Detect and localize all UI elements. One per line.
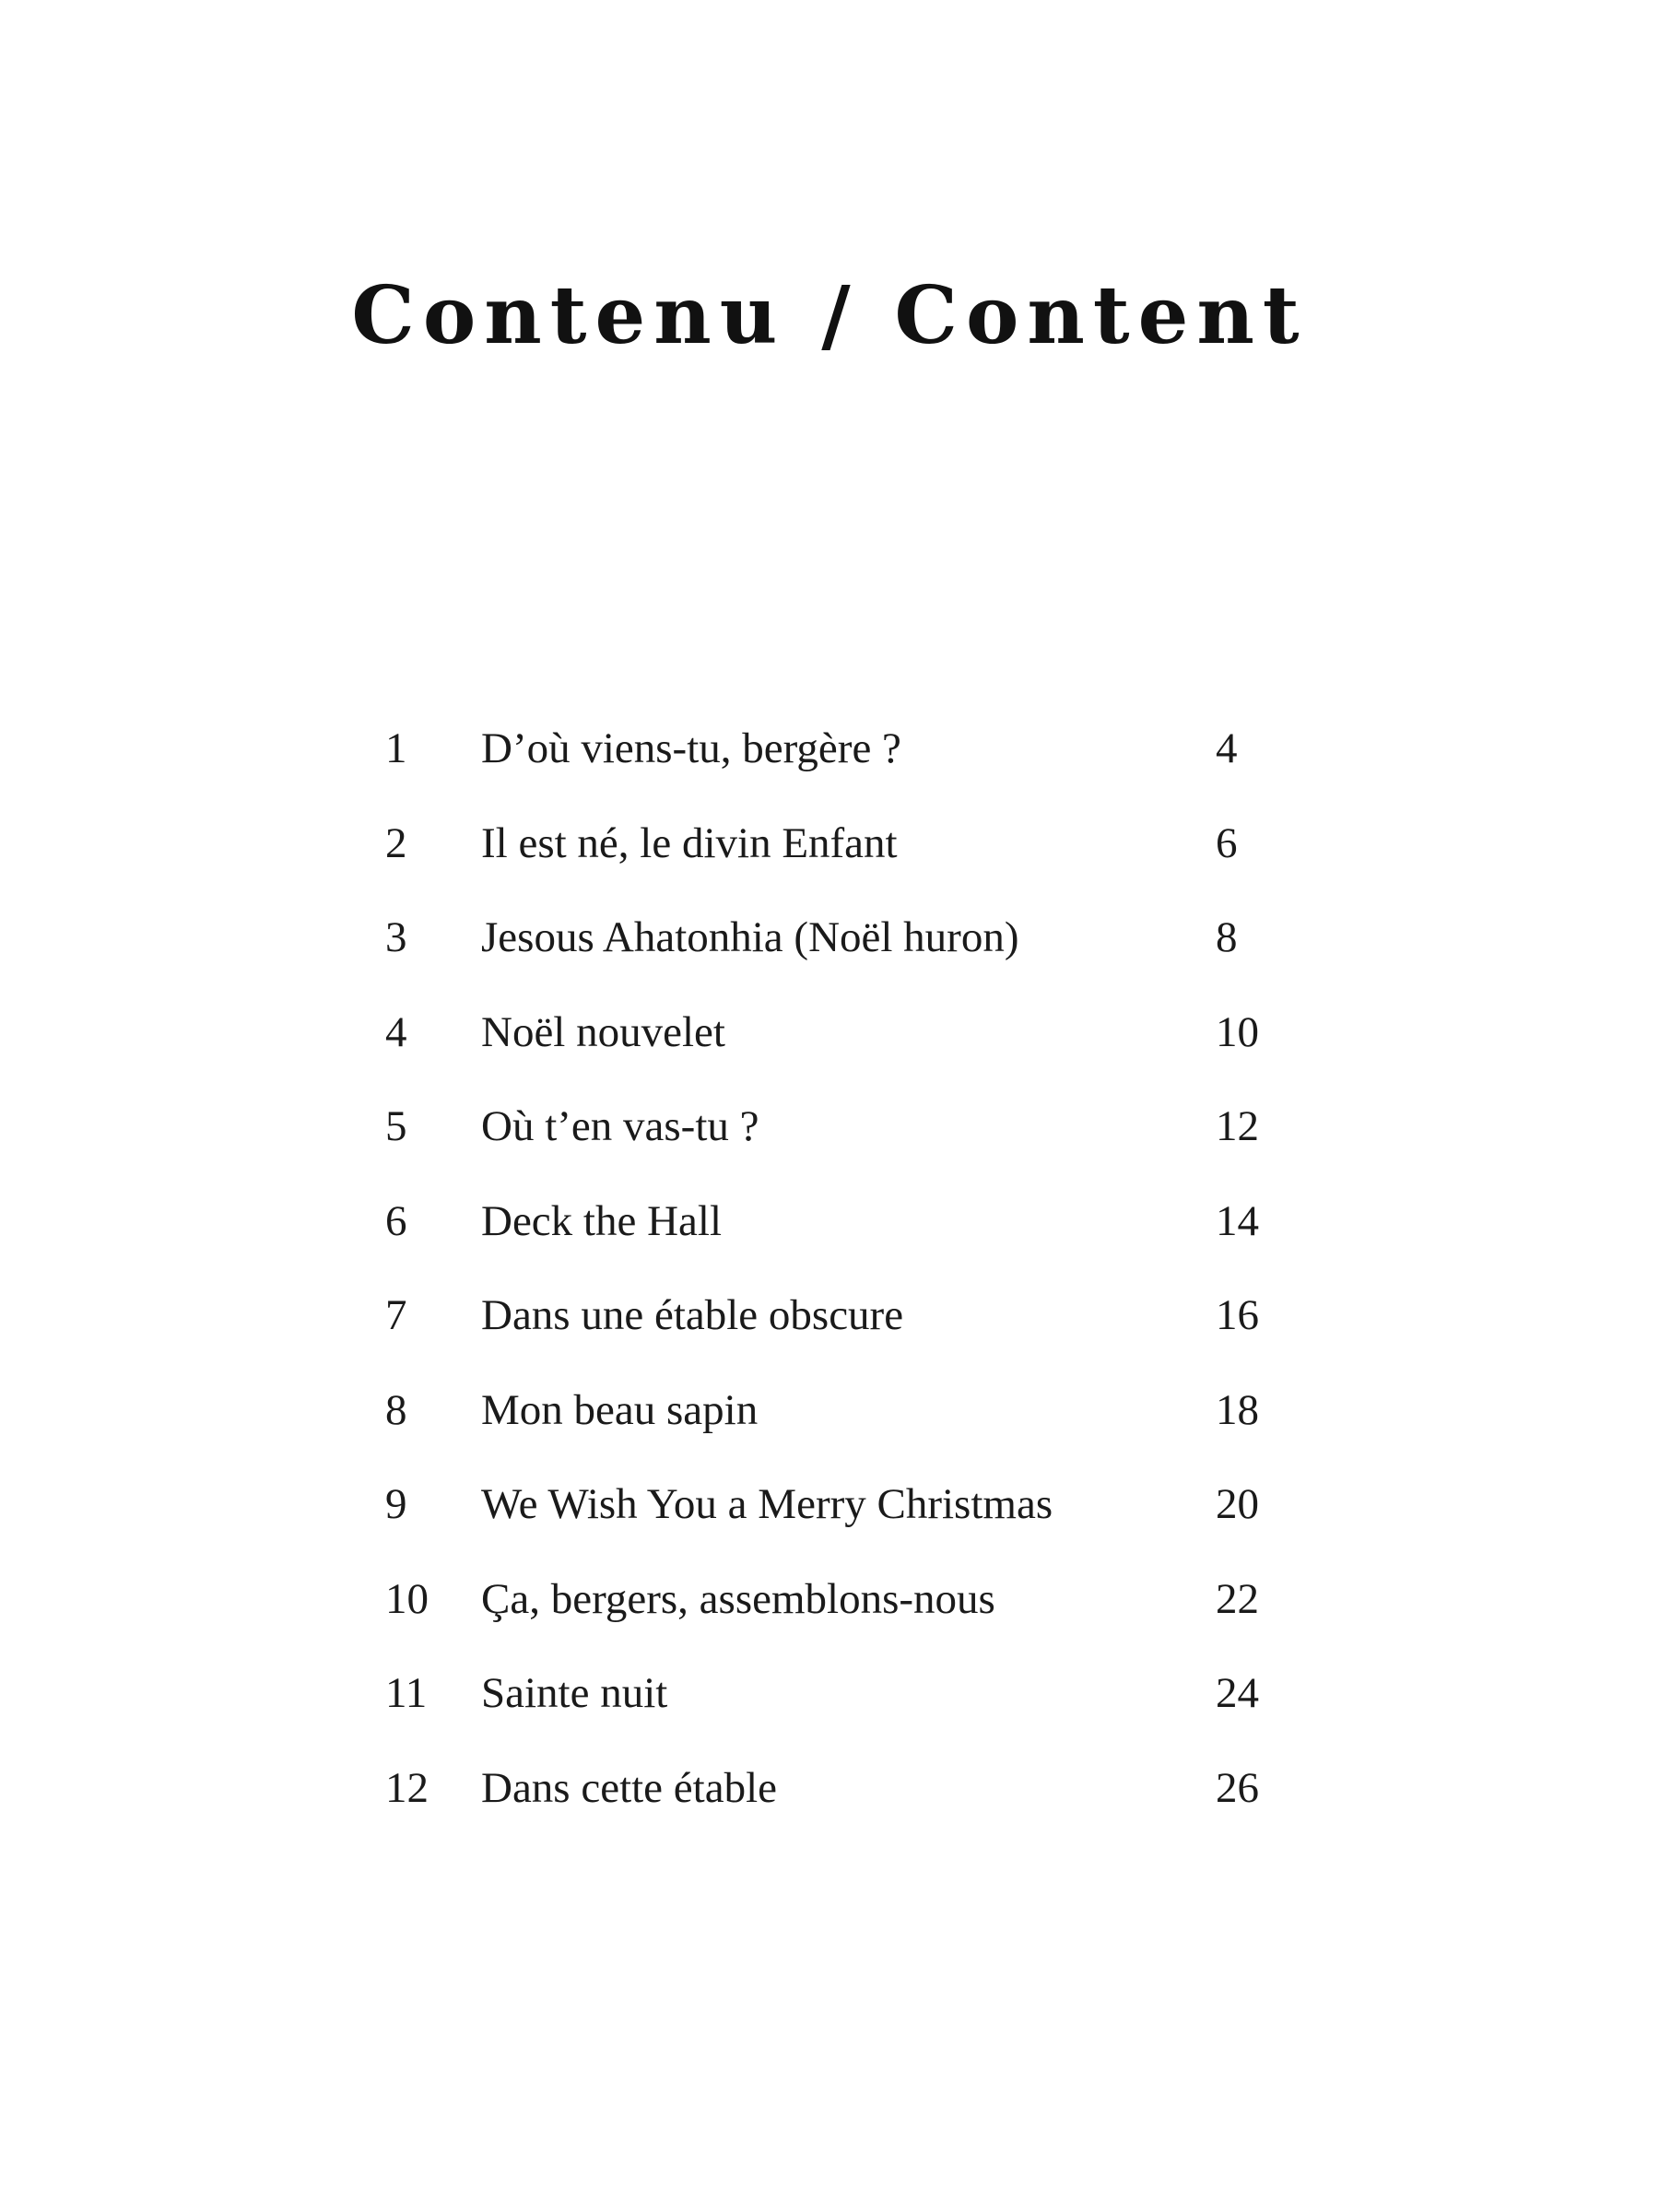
toc-entry-6 [385,1182,1307,1277]
entry-number: 2 [385,818,407,867]
toc-entry-4 [385,994,1307,1088]
toc-entry-9 [385,1465,1307,1560]
entry-title: Jesous Ahatonhia (Noël huron) [481,913,1019,961]
toc-entry-1 [385,710,1307,805]
entry-number: 11 [385,1669,428,1717]
entry-number: 12 [385,1763,429,1812]
entry-number: 3 [385,913,407,961]
table-of-contents [385,710,1307,1843]
entry-number: 5 [385,1102,407,1150]
entry-number: 6 [385,1196,407,1245]
entry-page-number: 16 [1216,1291,1259,1339]
entry-title: Ça, bergers, assemblons-nous [481,1574,995,1623]
entry-page-number: 26 [1216,1763,1259,1812]
entry-title: Dans cette étable [481,1763,777,1812]
toc-entry-2 [385,805,1307,900]
entry-number: 4 [385,1007,407,1056]
entry-title: Mon beau sapin [481,1385,759,1434]
entry-number: 9 [385,1480,407,1528]
entry-title: Noël nouvelet [481,1007,725,1056]
entry-page-number: 8 [1216,913,1238,961]
entry-page-number: 10 [1216,1007,1259,1056]
entry-page-number: 6 [1216,818,1238,867]
toc-entry-5 [385,1088,1307,1182]
entry-page-number: 14 [1216,1196,1259,1245]
entry-title: We Wish You a Merry Christmas [481,1480,1053,1528]
entry-page-number: 22 [1216,1574,1259,1623]
entry-number: 7 [385,1291,407,1339]
entry-page-number: 24 [1216,1669,1259,1717]
toc-entry-8 [385,1371,1307,1466]
entry-title: Sainte nuit [481,1669,668,1717]
page-title: Contenu / Content [351,269,1308,362]
entry-title: D’où viens-tu, bergère ? [481,724,901,772]
entry-page-number: 20 [1216,1480,1259,1528]
entry-page-number: 12 [1216,1102,1259,1150]
entry-title: Deck the Hall [481,1196,723,1245]
toc-entry-12 [385,1749,1307,1844]
entry-title: Dans une étable obscure [481,1291,904,1339]
toc-entry-3 [385,899,1307,994]
entry-page-number: 4 [1216,724,1238,772]
entry-title: Il est né, le divin Enfant [481,818,898,867]
entry-number: 8 [385,1385,407,1434]
entry-number: 10 [385,1574,429,1623]
toc-entry-11 [385,1654,1307,1749]
toc-entry-10 [385,1560,1307,1655]
entry-number: 1 [385,724,407,772]
entry-page-number: 18 [1216,1385,1259,1434]
toc-entry-7 [385,1277,1307,1371]
entry-title: Où t’en vas-tu ? [481,1102,759,1150]
